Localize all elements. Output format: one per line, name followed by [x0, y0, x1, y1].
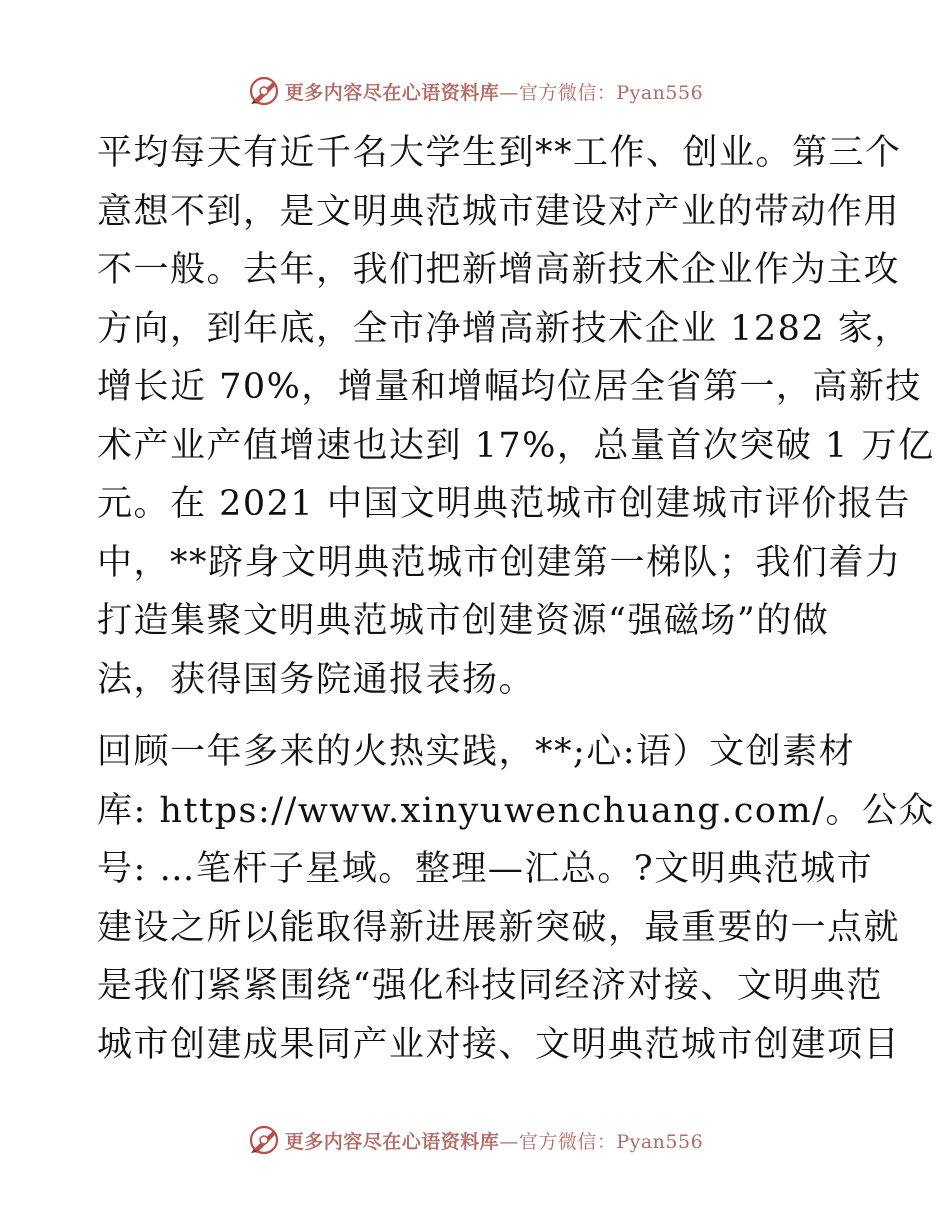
footer-watermark [0, 1120, 950, 1160]
paragraph-gap [97, 709, 853, 723]
text-line: 建设之所以能取得新进展新突破，最重要的一点就 [97, 907, 901, 948]
text-line: 库: https://www.xinyuwenchuang.com/。公众 [97, 790, 935, 831]
watermark-text [285, 78, 703, 105]
text-line: 回顾一年多来的火热实践，**;心:语）文创素材 [97, 732, 856, 772]
text-line: 术产业产值增速也达到 17%，总量首次突破 1 万亿 [97, 425, 935, 466]
text-line: 元。在 2021 中国文明典范城市创建城市评价报告 [97, 484, 911, 524]
watermark-wechat-id: Pyan556 [616, 81, 704, 104]
text-line: 号: …笔杆子星域。整理—汇总。?文明典范城市 [97, 849, 874, 889]
watermark-wechat-label: 官方微信： [518, 81, 617, 104]
paragraph-1 [97, 124, 935, 709]
text-line: 不一般。去年，我们把新增高新技术企业作为主攻 [97, 250, 901, 290]
text-line: 方向，到年底，全市净增高新技术企业 1282 家， [97, 308, 911, 349]
paragraph-2 [97, 723, 935, 1074]
watermark-brand: 更多内容尽在心语资料库 [284, 1130, 500, 1153]
header-watermark [0, 71, 950, 111]
text-line: 平均每天有近千名大学生到**工作、创业。第三个 [97, 133, 902, 173]
pen-logo-icon [247, 74, 281, 108]
watermark-text [285, 1127, 703, 1154]
text-line: 法，获得国务院通报表扬。 [97, 659, 536, 700]
text-line: 打造集聚文明典范城市创建资源“强磁场”的做 [97, 601, 830, 641]
pen-logo-icon [247, 1123, 281, 1157]
text-line: 中，**跻身文明典范城市创建第一梯队；我们着力 [97, 542, 902, 583]
watermark-brand: 更多内容尽在心语资料库 [284, 81, 500, 104]
watermark-wechat-label: 官方微信： [518, 1130, 617, 1153]
watermark-dash: — [499, 81, 519, 104]
text-line: 增长近 70%，增量和增幅均位居全省第一，高新技 [97, 367, 922, 407]
watermark-dash: — [499, 1130, 519, 1153]
document-body [97, 124, 935, 1074]
text-line: 城市创建成果同产业对接、文明典范城市创建项目 [97, 1024, 901, 1065]
text-line: 意想不到，是文明典范城市建设对产业的带动作用 [97, 191, 901, 232]
text-line: 是我们紧紧围绕“强化科技同经济对接、文明典范 [97, 966, 883, 1006]
watermark-wechat-id: Pyan556 [616, 1130, 704, 1153]
